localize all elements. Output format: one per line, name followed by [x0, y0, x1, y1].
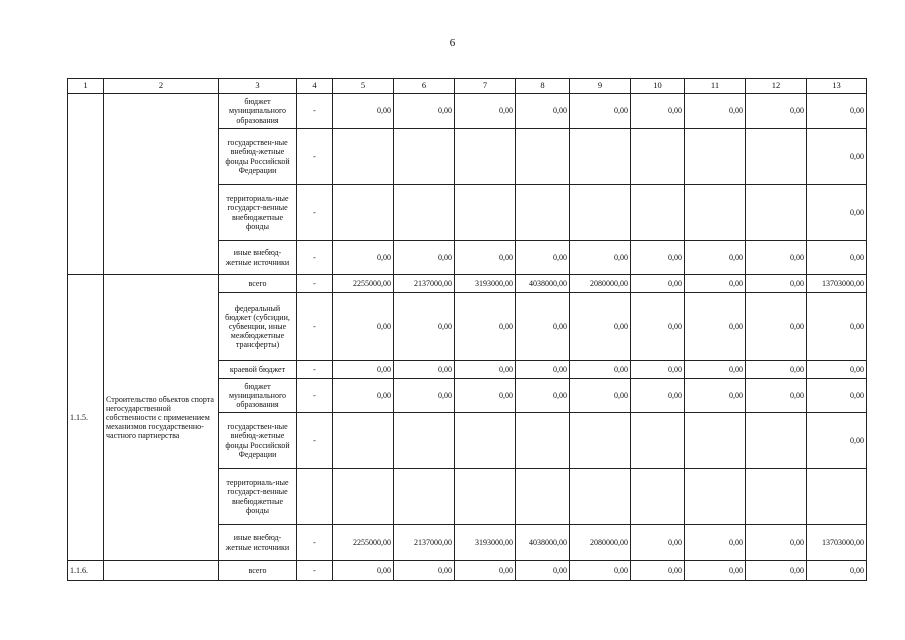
funding-source-cell: бюджет муниципального образования	[219, 379, 297, 413]
value-cell	[631, 469, 685, 525]
value-cell	[631, 129, 685, 185]
value-cell: 0,00	[807, 185, 867, 241]
value-cell	[394, 185, 455, 241]
value-cell: 2137000,00	[394, 275, 455, 293]
header-cell: 3	[219, 79, 297, 94]
funding-source-cell: государствен-ные внебюд-жетные фонды Российской Федерации	[219, 129, 297, 185]
item-number-cell: 1.1.6.	[68, 561, 104, 581]
value-cell: 2137000,00	[394, 525, 455, 561]
item-name-cell	[104, 561, 219, 581]
value-cell: 3193000,00	[455, 275, 516, 293]
value-cell: 0,00	[631, 525, 685, 561]
value-cell: 0,00	[685, 293, 746, 361]
header-cell: 7	[455, 79, 516, 94]
value-cell: 0,00	[516, 561, 570, 581]
value-cell: 0,00	[685, 379, 746, 413]
value-cell: 0,00	[685, 241, 746, 275]
value-cell: 0,00	[333, 241, 394, 275]
value-cell: 0,00	[631, 275, 685, 293]
value-cell	[394, 413, 455, 469]
funding-source-cell: территориаль-ные государст-венные внебюджетные фонды	[219, 185, 297, 241]
value-cell	[631, 185, 685, 241]
value-cell: 2080000,00	[570, 525, 631, 561]
value-cell	[570, 469, 631, 525]
header-cell: 1	[68, 79, 104, 94]
table-row	[68, 561, 867, 581]
value-cell	[631, 413, 685, 469]
header-cell: 5	[333, 79, 394, 94]
value-cell: 0,00	[516, 379, 570, 413]
dash-cell: -	[297, 185, 333, 241]
value-cell: 0,00	[807, 561, 867, 581]
value-cell: 0,00	[333, 561, 394, 581]
value-cell: 0,00	[455, 94, 516, 129]
value-cell	[394, 129, 455, 185]
dash-cell: -	[297, 293, 333, 361]
value-cell: 0,00	[631, 361, 685, 379]
value-cell: 0,00	[570, 241, 631, 275]
value-cell: 0,00	[570, 293, 631, 361]
table-row	[68, 275, 867, 293]
value-cell: 0,00	[631, 241, 685, 275]
value-cell: 0,00	[685, 361, 746, 379]
value-cell: 0,00	[455, 561, 516, 581]
funding-source-cell: федеральный бюджет (субсидии, субвенции, иные межбюджетные трансферты)	[219, 293, 297, 361]
funding-source-cell: территориаль-ные государст-венные внебюджетные фонды	[219, 469, 297, 525]
value-cell: 0,00	[685, 275, 746, 293]
dash-cell: -	[297, 94, 333, 129]
value-cell: 4038000,00	[516, 275, 570, 293]
header-cell: 9	[570, 79, 631, 94]
header-cell: 8	[516, 79, 570, 94]
table-row	[68, 94, 867, 129]
value-cell	[746, 129, 807, 185]
value-cell: 0,00	[394, 361, 455, 379]
value-cell	[333, 185, 394, 241]
funding-source-cell: бюджет муниципального образования	[219, 94, 297, 129]
header-row	[68, 79, 867, 94]
value-cell: 0,00	[746, 293, 807, 361]
value-cell: 0,00	[685, 561, 746, 581]
value-cell	[685, 129, 746, 185]
value-cell: 4038000,00	[516, 525, 570, 561]
value-cell: 0,00	[333, 293, 394, 361]
value-cell: 2255000,00	[333, 525, 394, 561]
value-cell: 0,00	[455, 379, 516, 413]
value-cell: 0,00	[807, 129, 867, 185]
dash-cell: -	[297, 379, 333, 413]
value-cell: 0,00	[394, 293, 455, 361]
item-name-cell: Строительство объектов спорта негосударственной собственности с применением механизмов государственно-частного партнерства	[104, 275, 219, 561]
value-cell	[455, 469, 516, 525]
value-cell: 0,00	[746, 361, 807, 379]
value-cell	[746, 469, 807, 525]
value-cell: 0,00	[570, 379, 631, 413]
value-cell: 0,00	[746, 561, 807, 581]
value-cell: 13703000,00	[807, 525, 867, 561]
value-cell: 0,00	[516, 241, 570, 275]
value-cell: 0,00	[455, 241, 516, 275]
value-cell	[746, 413, 807, 469]
value-cell: 0,00	[631, 293, 685, 361]
header-cell: 6	[394, 79, 455, 94]
header-cell: 4	[297, 79, 333, 94]
value-cell	[455, 413, 516, 469]
value-cell: 0,00	[746, 275, 807, 293]
value-cell	[455, 129, 516, 185]
header-cell: 12	[746, 79, 807, 94]
value-cell: 0,00	[570, 94, 631, 129]
value-cell: 0,00	[516, 94, 570, 129]
value-cell: 2080000,00	[570, 275, 631, 293]
value-cell: 0,00	[516, 361, 570, 379]
dash-cell: -	[297, 561, 333, 581]
page-number: 6	[449, 37, 456, 49]
value-cell	[807, 469, 867, 525]
value-cell	[333, 469, 394, 525]
value-cell: 0,00	[807, 293, 867, 361]
dash-cell	[297, 469, 333, 525]
funding-source-cell: всего	[219, 275, 297, 293]
funding-source-cell: иные внебюд-жетные источники	[219, 525, 297, 561]
value-cell	[516, 413, 570, 469]
value-cell	[685, 185, 746, 241]
dash-cell: -	[297, 413, 333, 469]
funding-source-cell: всего	[219, 561, 297, 581]
value-cell: 0,00	[631, 379, 685, 413]
funding-source-cell: иные внебюд-жетные источники	[219, 241, 297, 275]
dash-cell: -	[297, 361, 333, 379]
value-cell: 0,00	[807, 361, 867, 379]
table-body	[68, 94, 867, 581]
value-cell: 0,00	[333, 379, 394, 413]
item-name-cell	[104, 94, 219, 275]
value-cell: 0,00	[394, 561, 455, 581]
value-cell: 0,00	[807, 94, 867, 129]
value-cell: 0,00	[570, 561, 631, 581]
value-cell: 0,00	[394, 241, 455, 275]
value-cell: 0,00	[394, 379, 455, 413]
item-number-cell	[68, 94, 104, 275]
value-cell: 0,00	[394, 94, 455, 129]
dash-cell: -	[297, 129, 333, 185]
value-cell: 0,00	[455, 293, 516, 361]
value-cell	[570, 129, 631, 185]
value-cell: 3193000,00	[455, 525, 516, 561]
value-cell: 0,00	[746, 525, 807, 561]
value-cell: 0,00	[631, 561, 685, 581]
value-cell: 0,00	[685, 525, 746, 561]
dash-cell: -	[297, 241, 333, 275]
header-cell: 10	[631, 79, 685, 94]
funding-source-cell: государствен-ные внебюд-жетные фонды Российской Федерации	[219, 413, 297, 469]
value-cell: 2255000,00	[333, 275, 394, 293]
value-cell	[516, 185, 570, 241]
budget-table	[67, 78, 867, 581]
value-cell: 0,00	[807, 241, 867, 275]
dash-cell: -	[297, 525, 333, 561]
value-cell	[333, 413, 394, 469]
value-cell	[570, 185, 631, 241]
item-number-cell: 1.1.5.	[68, 275, 104, 561]
value-cell: 0,00	[746, 379, 807, 413]
value-cell: 0,00	[455, 361, 516, 379]
header-cell: 2	[104, 79, 219, 94]
value-cell: 0,00	[333, 94, 394, 129]
value-cell	[394, 469, 455, 525]
value-cell	[455, 185, 516, 241]
value-cell: 0,00	[685, 94, 746, 129]
value-cell	[685, 413, 746, 469]
value-cell	[516, 469, 570, 525]
value-cell: 0,00	[570, 361, 631, 379]
value-cell	[685, 469, 746, 525]
value-cell: 13703000,00	[807, 275, 867, 293]
value-cell: 0,00	[807, 379, 867, 413]
value-cell: 0,00	[516, 293, 570, 361]
value-cell: 0,00	[333, 361, 394, 379]
value-cell	[333, 129, 394, 185]
value-cell	[570, 413, 631, 469]
value-cell: 0,00	[631, 94, 685, 129]
value-cell: 0,00	[746, 94, 807, 129]
value-cell	[746, 185, 807, 241]
value-cell	[516, 129, 570, 185]
header-cell: 11	[685, 79, 746, 94]
value-cell: 0,00	[746, 241, 807, 275]
funding-source-cell: краевой бюджет	[219, 361, 297, 379]
value-cell: 0,00	[807, 413, 867, 469]
header-cell: 13	[807, 79, 867, 94]
dash-cell: -	[297, 275, 333, 293]
